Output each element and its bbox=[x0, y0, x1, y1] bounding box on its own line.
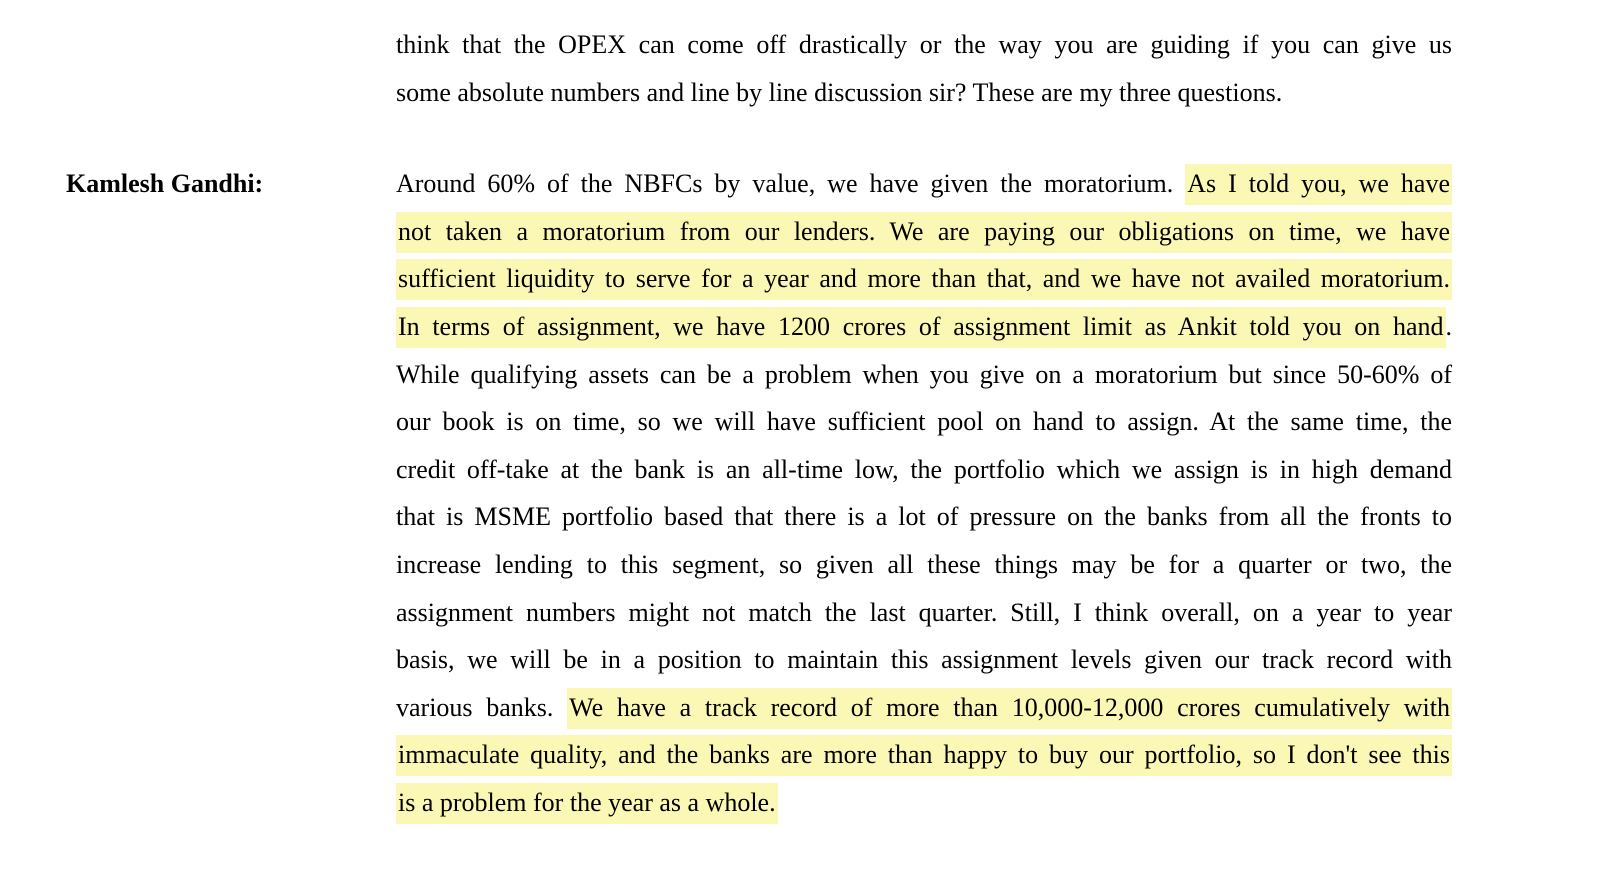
text-line bbox=[396, 684, 1452, 732]
paragraph bbox=[396, 160, 1452, 826]
text-line bbox=[396, 779, 1452, 827]
text-line bbox=[396, 541, 1452, 589]
highlighted-text: is a problem for the year as a whole. bbox=[396, 783, 778, 824]
plain-text: credit off-take at the bank is an all-time low, the portfolio which we assign is in high demand bbox=[396, 454, 1452, 484]
highlighted-text: In terms of assignment, we have 1200 crores of assignment limit as Ankit told you on hand bbox=[396, 307, 1446, 348]
text-line bbox=[396, 255, 1452, 303]
text-line bbox=[396, 208, 1452, 256]
highlighted-text: As I told you, we have bbox=[1185, 164, 1452, 205]
text-line bbox=[396, 731, 1452, 779]
text-line bbox=[396, 303, 1452, 351]
transcript-block bbox=[0, 160, 1620, 826]
highlighted-text: not taken a moratorium from our lenders. We are paying our obligations on time, we have bbox=[396, 212, 1452, 253]
plain-text: assignment numbers might not match the last quarter. Still, I think overall, on a year to year bbox=[396, 597, 1452, 627]
text-line bbox=[396, 69, 1452, 117]
plain-text: think that the OPEX can come off drastically or the way you are guiding if you can give us bbox=[396, 30, 1452, 59]
text-line bbox=[396, 446, 1452, 494]
plain-text: increase lending to this segment, so given all these things may be for a quarter or two, the bbox=[396, 549, 1452, 579]
highlighted-text: immaculate quality, and the banks are more than happy to buy our portfolio, so I don't see this bbox=[396, 735, 1452, 776]
transcript-block bbox=[0, 21, 1620, 116]
text-line bbox=[396, 398, 1452, 446]
plain-text: . bbox=[1445, 311, 1452, 341]
plain-text: Around 60% of the NBFCs by value, we have given the moratorium. bbox=[396, 169, 1186, 199]
text-line bbox=[396, 636, 1452, 684]
text-line bbox=[396, 21, 1452, 69]
speaker-name: Kamlesh Gandhi: bbox=[66, 169, 264, 199]
plain-text: basis, we will be in a position to maintain this assignment levels given our track record with bbox=[396, 645, 1452, 675]
paragraph bbox=[396, 21, 1452, 116]
plain-text: that is MSME portfolio based that there is a lot of pressure on the banks from all the fronts to bbox=[396, 502, 1452, 532]
plain-text: some absolute numbers and line by line discussion sir? These are my three questions. bbox=[396, 77, 1283, 107]
highlighted-text: We have a track record of more than 10,000-12,000 crores cumulatively with bbox=[567, 688, 1452, 729]
highlighted-text: sufficient liquidity to serve for a year and more than that, and we have not availed moratorium. bbox=[396, 259, 1452, 300]
plain-text: our book is on time, so we will have sufficient pool on hand to assign. At the same time, the bbox=[396, 407, 1452, 437]
plain-text: various banks. bbox=[396, 692, 568, 722]
text-line bbox=[396, 160, 1452, 208]
plain-text: While qualifying assets can be a problem when you give on a moratorium but since 50-60% of bbox=[396, 359, 1452, 389]
text-line bbox=[396, 493, 1452, 541]
text-line bbox=[396, 589, 1452, 637]
text-line bbox=[396, 351, 1452, 399]
